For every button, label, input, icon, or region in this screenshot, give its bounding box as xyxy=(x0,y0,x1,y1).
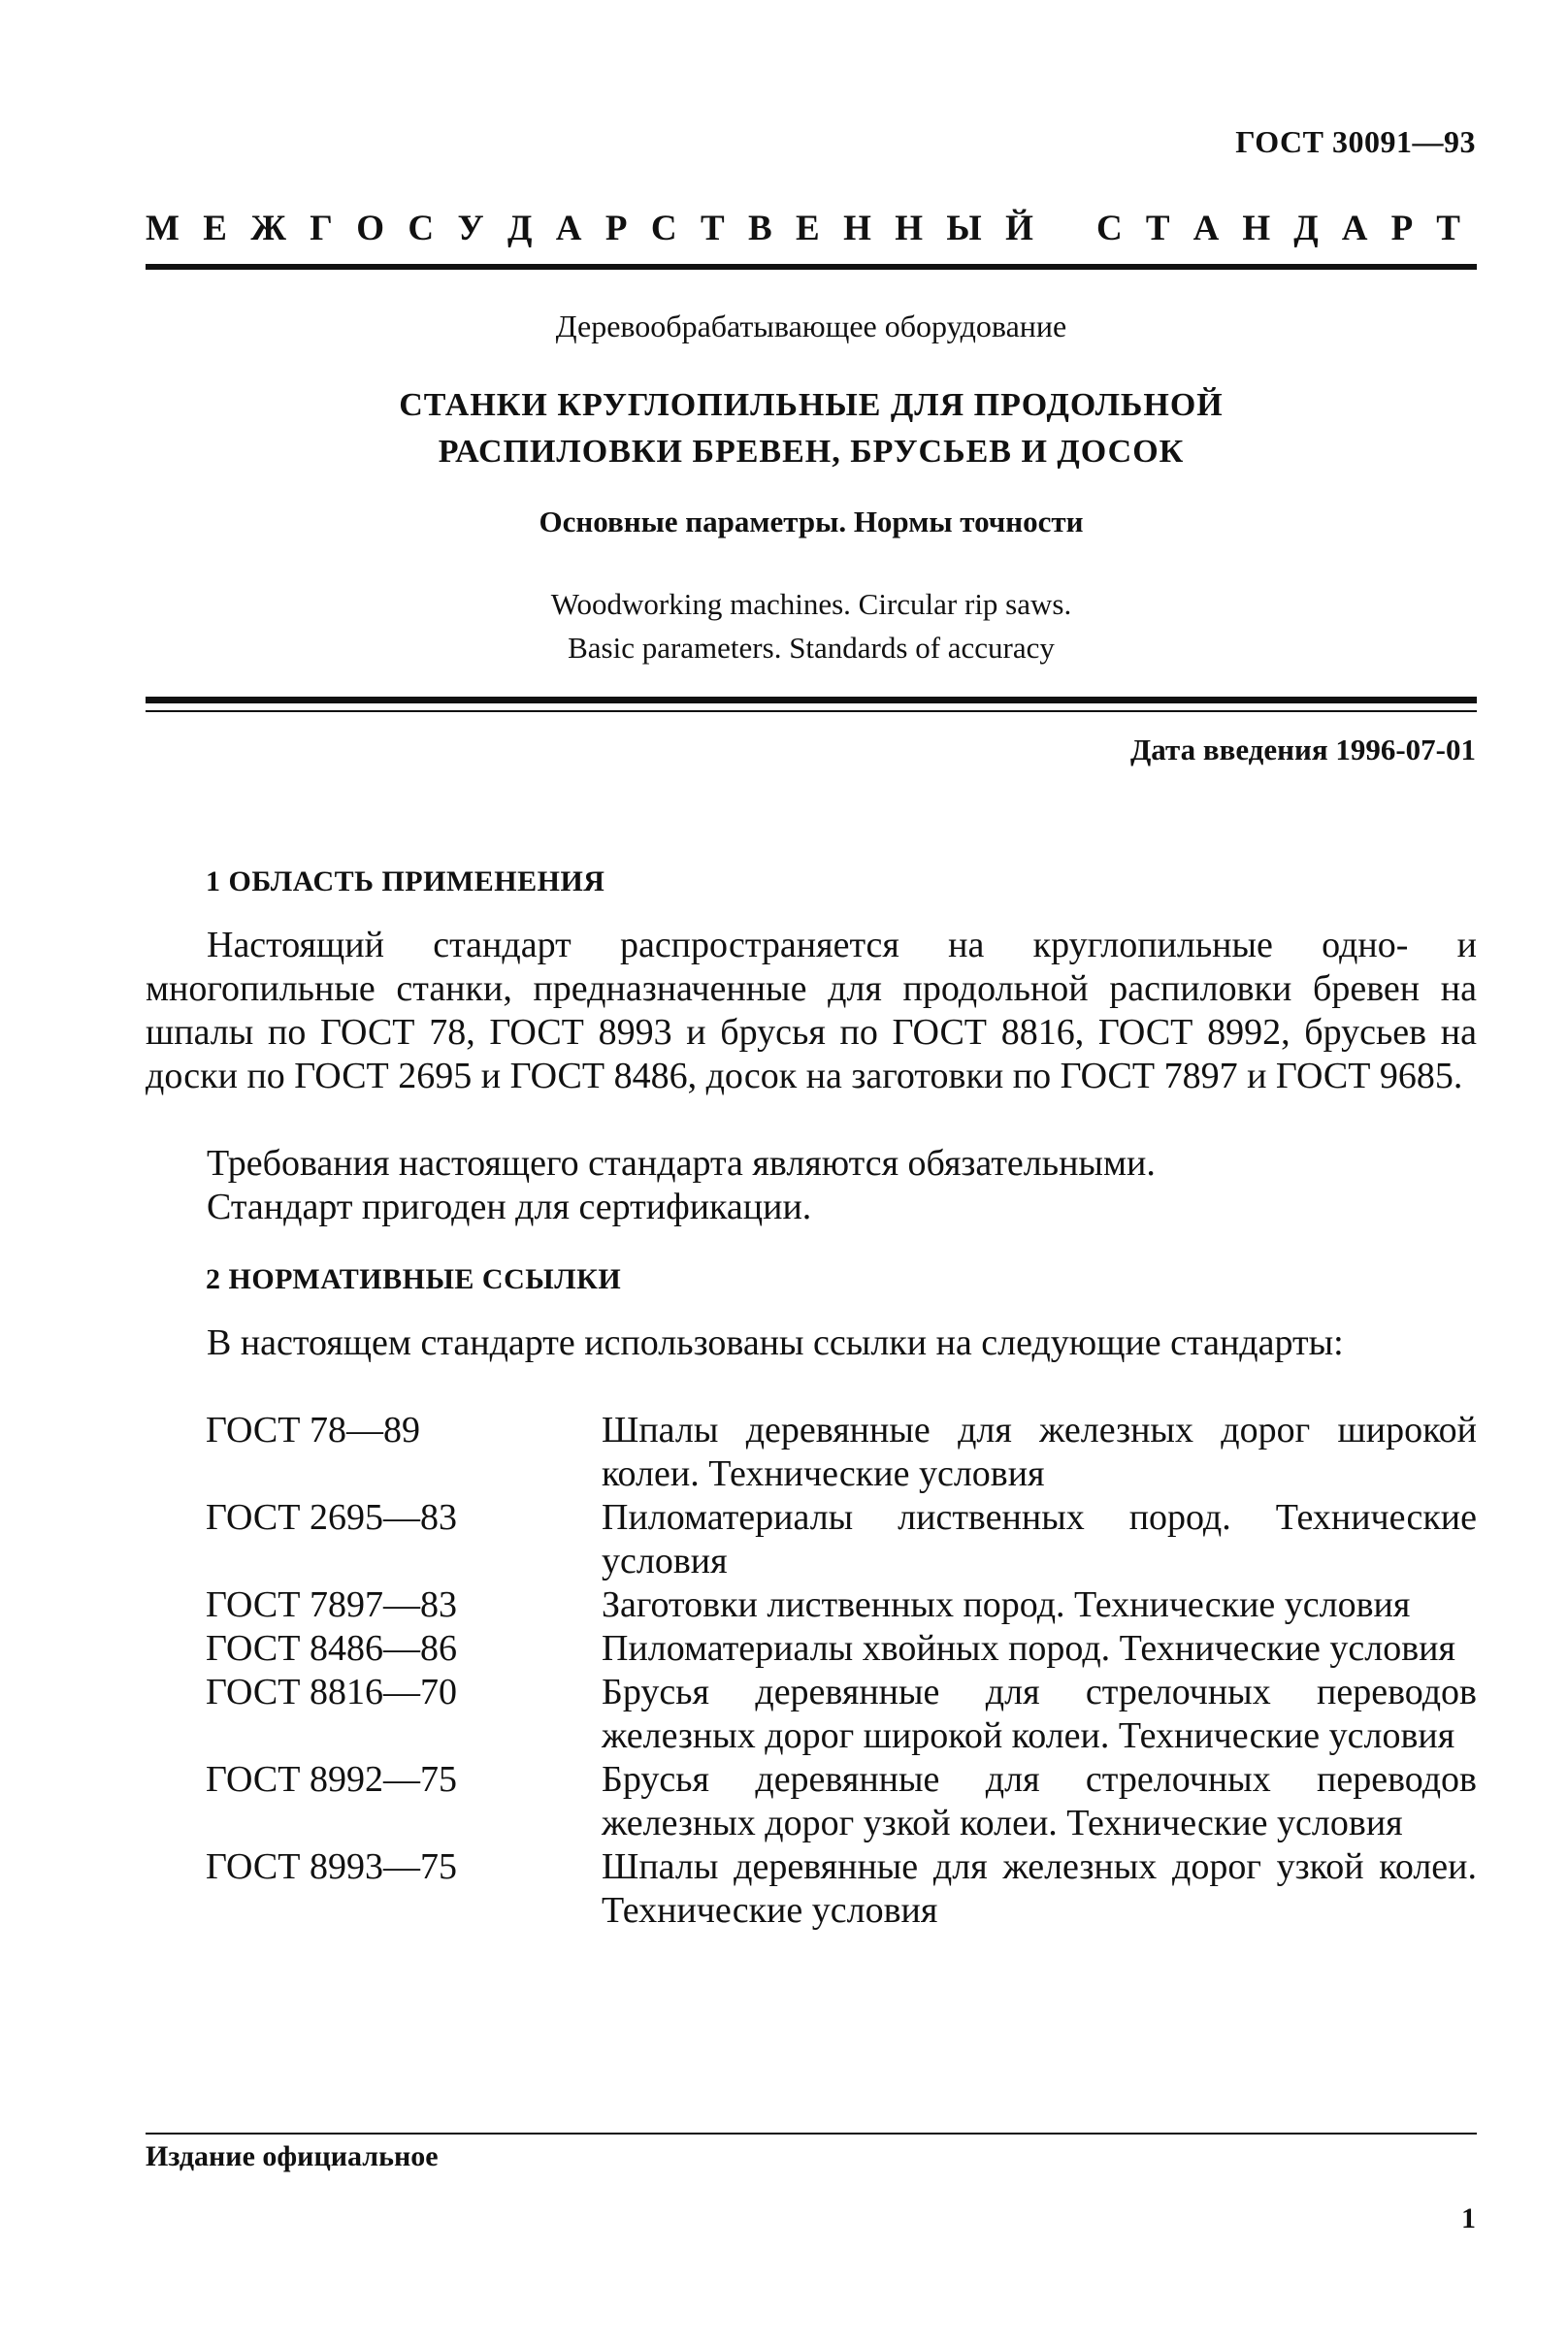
reference-code: ГОСТ 8816—70 xyxy=(206,1672,457,1712)
certification-paragraph: Стандарт пригоден для сертификации. xyxy=(207,1187,812,1227)
document-subtitle: Основные параметры. Нормы точности xyxy=(539,505,1084,538)
title-line-2: РАСПИЛОВКИ БРЕВЕН, БРУСЬЕВ И ДОСОК xyxy=(438,434,1185,470)
reference-code: ГОСТ 8992—75 xyxy=(206,1759,457,1800)
reference-code: ГОСТ 7897—83 xyxy=(206,1584,457,1625)
edition-label: Издание официальное xyxy=(146,2140,439,2172)
reference-description: Брусья деревянные для стрелочных переводов железных дорог узкой колеи. Технические условия xyxy=(602,1759,1477,1843)
document-code: ГОСТ 30091—93 xyxy=(1235,124,1476,159)
english-title xyxy=(146,582,1477,669)
scope-paragraph: Настоящий стандарт распространяется на круглопильные одно- и многопильные станки, предназначенные для продольной распиловки бревен на шпалы по ГОСТ 78, ГОСТ 8993 и брусья по ГОСТ 8816, ГОСТ 8992, брусьев на доски по ГОСТ 2695 и ГОСТ 8486, досок на заготовки по ГОСТ 7897 и ГОСТ 9685. xyxy=(146,925,1477,1096)
reference-description: Заготовки лиственных пород. Технические условия xyxy=(602,1584,1411,1625)
reference-description: Пиломатериалы лиственных пород. Технические условия xyxy=(602,1497,1477,1581)
category-line: Деревообрабатывающее оборудование xyxy=(555,309,1067,343)
reference-description: Шпалы деревянные для железных дорог широкой колеи. Технические условия xyxy=(602,1410,1477,1494)
banner-word-standard: С Т А Н Д А Р Т xyxy=(1096,209,1460,248)
page-number: 1 xyxy=(1461,2202,1476,2234)
introduction-date: Дата введения 1996-07-01 xyxy=(1129,733,1476,766)
document-title xyxy=(146,382,1477,475)
reference-code: ГОСТ 78—89 xyxy=(206,1410,420,1451)
references-intro: В настоящем стандарте использованы ссылки на следующие стандарты: xyxy=(207,1322,1344,1363)
english-line-1: Woodworking machines. Circular rip saws. xyxy=(550,587,1072,621)
references-list xyxy=(206,1409,1477,1933)
reference-row xyxy=(206,1583,1477,1627)
english-line-2: Basic parameters. Standards of accuracy xyxy=(568,631,1055,665)
title-rule-thick xyxy=(146,697,1477,703)
section-2-heading: 2 НОРМАТИВНЫЕ ССЫЛКИ xyxy=(206,1263,622,1295)
reference-row xyxy=(206,1758,1477,1845)
reference-code: ГОСТ 8486—86 xyxy=(206,1628,457,1669)
reference-row xyxy=(206,1845,1477,1933)
title-line-1: СТАНКИ КРУГЛОПИЛЬНЫЕ ДЛЯ ПРОДОЛЬНОЙ xyxy=(399,387,1224,423)
reference-description: Брусья деревянные для стрелочных переводов железных дорог широкой колеи. Технические условия xyxy=(602,1672,1477,1756)
reference-row xyxy=(206,1671,1477,1758)
mandatory-paragraph: Требования настоящего стандарта являются обязательными. xyxy=(207,1143,1156,1184)
reference-row xyxy=(206,1409,1477,1496)
reference-row xyxy=(206,1627,1477,1671)
title-rule-thin xyxy=(146,710,1477,712)
reference-code: ГОСТ 2695—83 xyxy=(206,1497,457,1538)
standard-banner xyxy=(146,208,1460,249)
top-rule xyxy=(146,264,1477,270)
reference-description: Пиломатериалы хвойных пород. Технические условия xyxy=(602,1628,1455,1669)
banner-word-interstate: М Е Ж Г О С У Д А Р С Т В Е Н Н Ы Й xyxy=(146,209,1033,248)
reference-row xyxy=(206,1496,1477,1583)
reference-code: ГОСТ 8993—75 xyxy=(206,1846,457,1887)
section-1-heading: 1 ОБЛАСТЬ ПРИМЕНЕНИЯ xyxy=(206,865,605,897)
footer-rule xyxy=(146,2133,1477,2135)
reference-description: Шпалы деревянные для железных дорог узкой колеи. Технические условия xyxy=(602,1846,1477,1931)
